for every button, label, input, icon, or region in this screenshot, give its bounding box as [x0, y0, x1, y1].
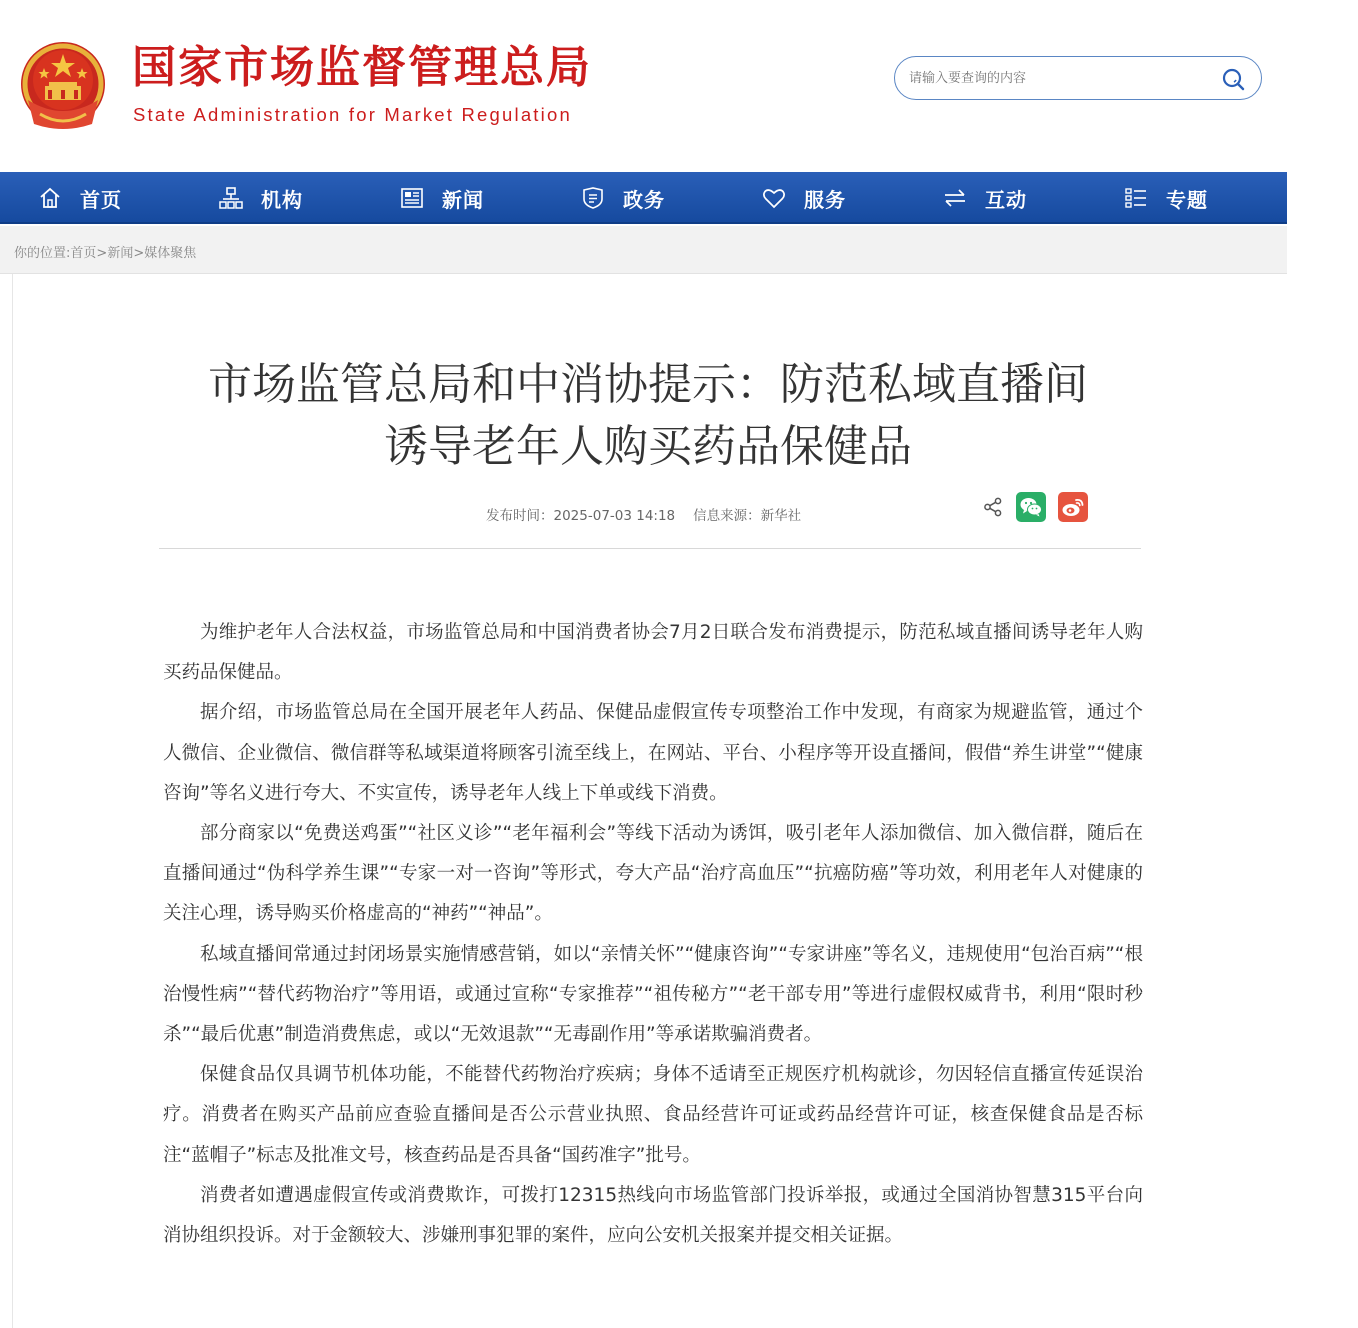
article-paragraph: 据介绍，市场监管总局在全国开展老年人药品、保健品虚假宣传专项整治工作中发现，有商家为规避监管，通过个人微信、企业微信、微信群等私域渠道将顾客引流至线上，在网站、平台、小程序等开设直播间，假借“养生讲堂”“健康咨询”等名义进行夸大、不实宣传，诱导老年人线上下单或线下消费。: [163, 702, 1143, 804]
wechat-share-button[interactable]: [1016, 492, 1046, 522]
article-body: [163, 613, 1143, 1256]
main-nav: [0, 172, 1287, 224]
breadcrumb: [14, 242, 196, 261]
nav-interact-label: 互动: [985, 187, 1027, 212]
share-icon[interactable]: [982, 496, 1004, 518]
breadcrumb-prefix: 你的位置:: [14, 246, 71, 261]
shield-document-icon: [581, 186, 605, 210]
nav-gov-label: 政务: [623, 187, 665, 212]
article-container: [12, 274, 1287, 1328]
article-paragraph: 保健食品仅具调节机体功能，不能替代药物治疗疾病；身体不适请至正规医疗机构就诊，勿因轻信直播宣传延误治疗。消费者在购买产品前应查验直播间是否公示营业执照、食品经营许可证或药品经营许可证，核查保健食品是否标注“蓝帽子”标志及批准文号，核查药品是否具备“国药准字”批号。: [163, 1064, 1143, 1166]
publish-time: 发布时间：2025-07-03 14:18: [486, 508, 676, 524]
search-box[interactable]: [894, 56, 1262, 100]
weibo-icon: [1061, 496, 1085, 518]
article-paragraph: 消费者如遭遇虚假宣传或消费欺诈，可拨打12315热线向市场监管部门投诉举报，或通过全国消协智慧315平台向消协组织投诉。对于金额较大、涉嫌刑事犯罪的案件，应向公安机关报案并提交相关证据。: [163, 1184, 1143, 1247]
article-title: [133, 354, 1163, 478]
nav-news-label: 新闻: [442, 187, 484, 212]
arrows-icon: [943, 186, 967, 210]
org-chart-icon: [219, 186, 243, 210]
site-header: [0, 0, 1287, 172]
nav-interact[interactable]: [943, 172, 1027, 224]
breadcrumb-current[interactable]: 媒体聚焦: [144, 246, 197, 261]
national-emblem-icon[interactable]: [18, 38, 108, 134]
search-input[interactable]: [909, 67, 1209, 89]
article-title-line2: 诱导老年人购买药品保健品: [384, 421, 912, 472]
nav-org[interactable]: [219, 172, 303, 224]
site-title-en[interactable]: State Administration for Market Regulation: [133, 104, 572, 125]
breadcrumb-sep: >: [133, 246, 145, 261]
article-title-line1: 市场监管总局和中消协提示：防范私域直播间: [208, 359, 1088, 410]
weibo-share-button[interactable]: [1058, 492, 1088, 522]
meta-divider: [159, 548, 1141, 549]
wechat-icon: [1019, 496, 1043, 518]
breadcrumb-sep: >: [96, 246, 108, 261]
nav-home-label: 首页: [80, 187, 122, 212]
list-icon: [1124, 186, 1148, 210]
nav-topics[interactable]: [1124, 172, 1208, 224]
news-icon: [400, 186, 424, 210]
article-paragraph: 为维护老年人合法权益，市场监管总局和中国消费者协会7月2日联合发布消费提示，防范私域直播间诱导老年人购买药品保健品。: [163, 622, 1143, 684]
nav-topics-label: 专题: [1166, 187, 1208, 212]
breadcrumb-news[interactable]: 新闻: [107, 246, 134, 261]
search-icon[interactable]: [1221, 67, 1245, 91]
nav-gov[interactable]: [581, 172, 665, 224]
nav-org-label: 机构: [261, 187, 303, 212]
article-meta: [486, 504, 801, 524]
article-paragraph: 部分商家以“免费送鸡蛋”“社区义诊”“老年福利会”等线下活动为诱饵，吸引老年人添加微信、加入微信群，随后在直播间通过“伪科学养生课”“专家一对一咨询”等形式，夸大产品“治疗高血压”“抗癌防癌”等功效，利用老年人对健康的关注心理，诱导购买价格虚高的“神药”“神品”。: [163, 823, 1143, 925]
article-source: 信息来源：新华社: [693, 508, 802, 524]
heart-icon: [762, 186, 786, 210]
share-bar: [982, 492, 1088, 522]
home-icon: [38, 186, 62, 210]
nav-service[interactable]: [762, 172, 846, 224]
nav-service-label: 服务: [804, 187, 846, 212]
article-paragraph: 私域直播间常通过封闭场景实施情感营销，如以“亲情关怀”“健康咨询”“专家讲座”等名义，违规使用“包治百病”“根治慢性病”“替代药物治疗”等用语，或通过宣称“专家推荐”“祖传秘方”“老干部专用”等进行虚假权威背书，利用“限时秒杀”“最后优惠”制造消费焦虑，或以“无效退款”“无毒副作用”等承诺欺骗消费者。: [163, 943, 1143, 1046]
site-title-cn[interactable]: 国家市场监督管理总局: [132, 42, 592, 93]
nav-home[interactable]: [38, 172, 122, 224]
breadcrumb-bar: [0, 226, 1287, 274]
nav-news[interactable]: [400, 172, 484, 224]
breadcrumb-home[interactable]: 首页: [70, 246, 97, 261]
